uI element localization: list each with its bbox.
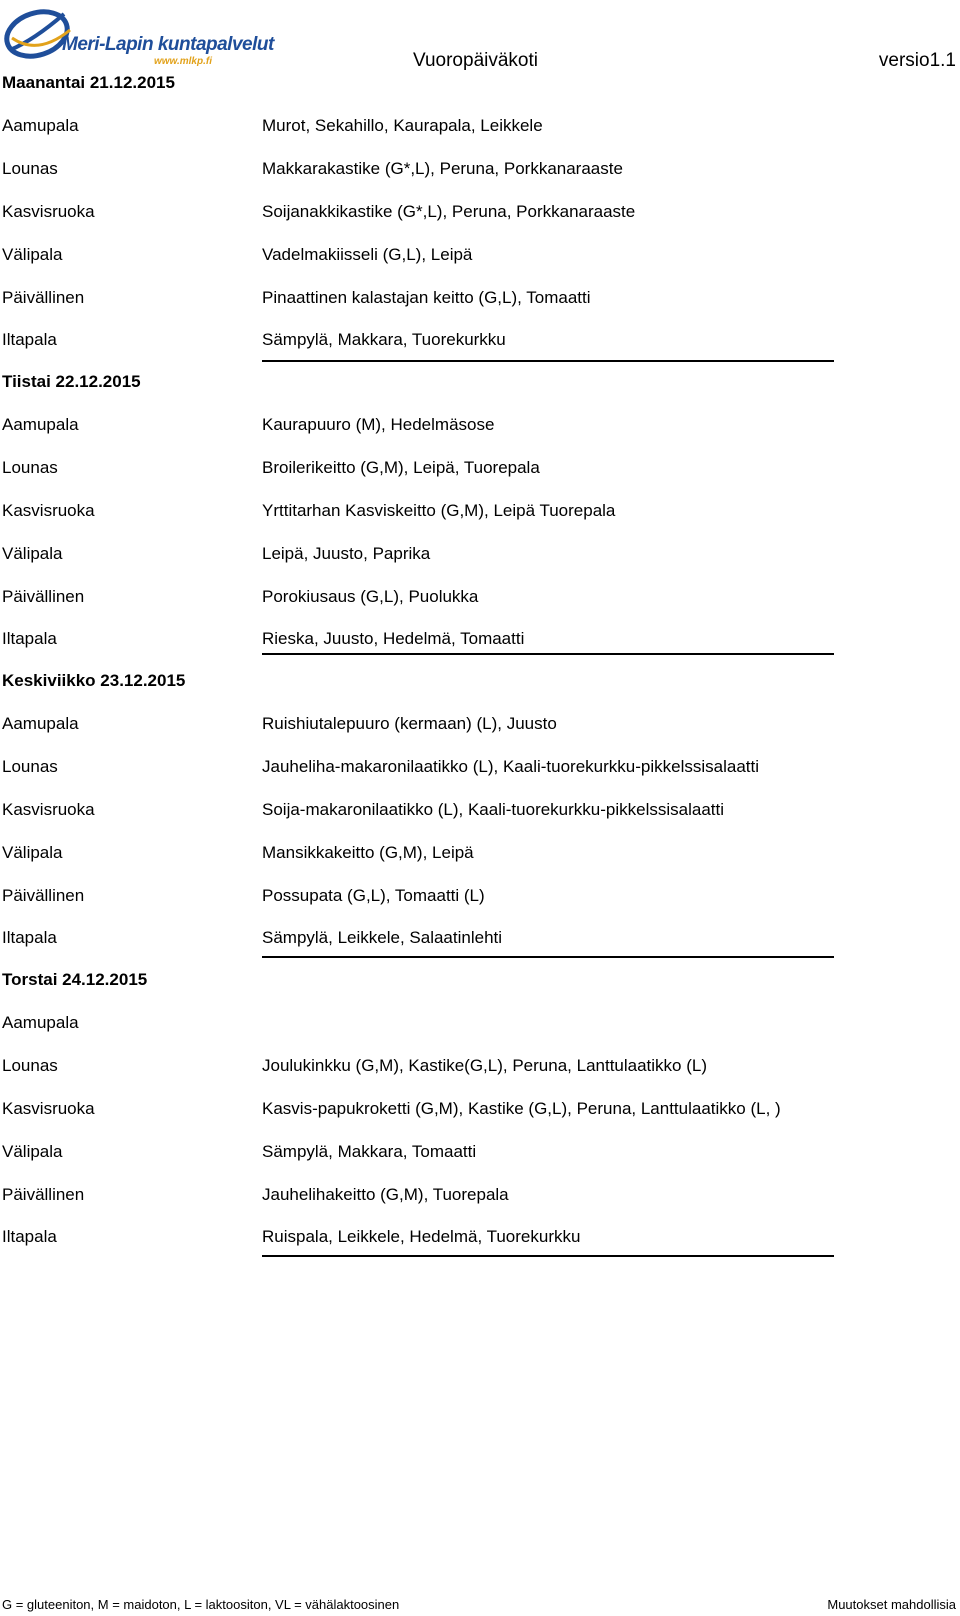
section-divider — [262, 956, 834, 958]
meal-dish: Kasvis-papukroketti (G,M), Kastike (G,L), Peruna, Lanttulaatikko (L, ) — [262, 1099, 781, 1118]
meal-label: Lounas — [2, 757, 58, 776]
meal-dish: Vadelmakiisseli (G,L), Leipä — [262, 245, 473, 264]
meal-row — [0, 454, 840, 484]
meal-label: Iltapala — [2, 330, 57, 349]
diet-legend: G = gluteeniton, M = maidoton, L = laktoositon, VL = vähälaktoosinen — [2, 1597, 400, 1612]
meal-row — [0, 155, 840, 185]
meal-label: Aamupala — [2, 116, 79, 135]
version-label: versio1.1 — [878, 50, 956, 71]
meal-label: Iltapala — [2, 629, 57, 648]
meal-label: Päivällinen — [2, 288, 85, 307]
meal-row — [0, 796, 840, 826]
document-title: Vuoropäiväkoti — [413, 50, 538, 71]
meal-row — [0, 1095, 840, 1125]
meal-row — [0, 625, 840, 655]
meal-dish: Joulukinkku (G,M), Kastike(G,L), Peruna, Lanttulaatikko (L) — [262, 1056, 708, 1075]
meal-row — [0, 411, 840, 441]
meal-row — [0, 924, 840, 954]
meal-dish: Ruishiutalepuuro (kermaan) (L), Juusto — [262, 714, 557, 733]
meal-row — [0, 326, 840, 356]
logo-name: Meri-Lapin kuntapalvelut — [62, 34, 274, 55]
meal-label: Välipala — [2, 245, 63, 264]
meal-dish: Possupata (G,L), Tomaatti (L) — [262, 886, 485, 905]
meal-dish: Rieska, Juusto, Hedelmä, Tomaatti — [262, 629, 525, 648]
meal-dish: Makkarakastike (G*,L), Peruna, Porkkanaraaste — [262, 159, 623, 178]
meal-row — [0, 497, 840, 527]
page-header — [0, 0, 960, 80]
meal-row — [0, 198, 840, 228]
meal-row — [0, 1009, 840, 1039]
meal-label: Kasvisruoka — [2, 202, 95, 221]
meal-row — [0, 583, 840, 613]
meal-row — [0, 284, 840, 314]
meal-label: Päivällinen — [2, 587, 85, 606]
day-title: Keskiviikko 23.12.2015 — [2, 671, 186, 690]
meal-row — [0, 1052, 840, 1082]
meal-dish: Sämpylä, Makkara, Tomaatti — [262, 1142, 477, 1161]
meal-dish: Broilerikeitto (G,M), Leipä, Tuorepala — [262, 458, 540, 477]
logo-url: www.mlkp.fi — [154, 56, 212, 67]
meal-label: Aamupala — [2, 415, 79, 434]
meal-row — [0, 1223, 840, 1253]
section-divider — [262, 653, 834, 655]
meal-row — [0, 710, 840, 740]
meal-dish: Sämpylä, Makkara, Tuorekurkku — [262, 330, 506, 349]
company-logo — [4, 4, 274, 68]
meal-label: Välipala — [2, 843, 63, 862]
meal-dish: Sämpylä, Leikkele, Salaatinlehti — [262, 928, 503, 947]
meal-row — [0, 1138, 840, 1168]
day-title: Torstai 24.12.2015 — [2, 970, 148, 989]
meal-label: Lounas — [2, 159, 58, 178]
meal-dish: Yrttitarhan Kasviskeitto (G,M), Leipä Tuorepala — [262, 501, 616, 520]
meal-label: Lounas — [2, 1056, 58, 1075]
section-divider — [262, 360, 834, 362]
meal-label: Iltapala — [2, 928, 57, 947]
meal-dish: Leipä, Juusto, Paprika — [262, 544, 431, 563]
meal-row — [0, 1181, 840, 1211]
meal-label: Päivällinen — [2, 1185, 85, 1204]
meal-row — [0, 112, 840, 142]
day-title: Maanantai 21.12.2015 — [2, 73, 175, 92]
meal-row — [0, 241, 840, 271]
meal-label: Iltapala — [2, 1227, 57, 1246]
day-title: Tiistai 22.12.2015 — [2, 372, 141, 391]
meal-row — [0, 882, 840, 912]
meal-dish: Pinaattinen kalastajan keitto (G,L), Tomaatti — [262, 288, 591, 307]
meal-dish: Murot, Sekahillo, Kaurapala, Leikkele — [262, 116, 543, 135]
changes-note: Muutokset mahdollisia — [827, 1597, 956, 1612]
meal-row — [0, 753, 840, 783]
meal-dish: Ruispala, Leikkele, Hedelmä, Tuorekurkku — [262, 1227, 581, 1246]
meal-row — [0, 540, 840, 570]
meal-label: Aamupala — [2, 714, 79, 733]
meal-row — [0, 839, 840, 869]
meal-dish: Soijanakkikastike (G*,L), Peruna, Porkkanaraaste — [262, 202, 636, 221]
meal-label: Välipala — [2, 544, 63, 563]
meal-label: Lounas — [2, 458, 58, 477]
meal-dish: Porokiusaus (G,L), Puolukka — [262, 587, 479, 606]
meal-label: Aamupala — [2, 1013, 79, 1032]
meal-dish: Kaurapuuro (M), Hedelmäsose — [262, 415, 495, 434]
meal-label: Kasvisruoka — [2, 800, 95, 819]
meal-label: Päivällinen — [2, 886, 85, 905]
meal-dish: Mansikkakeitto (G,M), Leipä — [262, 843, 474, 862]
meal-dish: Jauhelihakeitto (G,M), Tuorepala — [262, 1185, 509, 1204]
meal-dish: Jauheliha-makaronilaatikko (L), Kaali-tuorekurkku-pikkelssisalaatti — [262, 757, 759, 776]
meal-label: Kasvisruoka — [2, 501, 95, 520]
meal-label: Välipala — [2, 1142, 63, 1161]
section-divider — [262, 1255, 834, 1257]
meal-dish: Soija-makaronilaatikko (L), Kaali-tuorekurkku-pikkelssisalaatti — [262, 800, 725, 819]
meal-label: Kasvisruoka — [2, 1099, 95, 1118]
